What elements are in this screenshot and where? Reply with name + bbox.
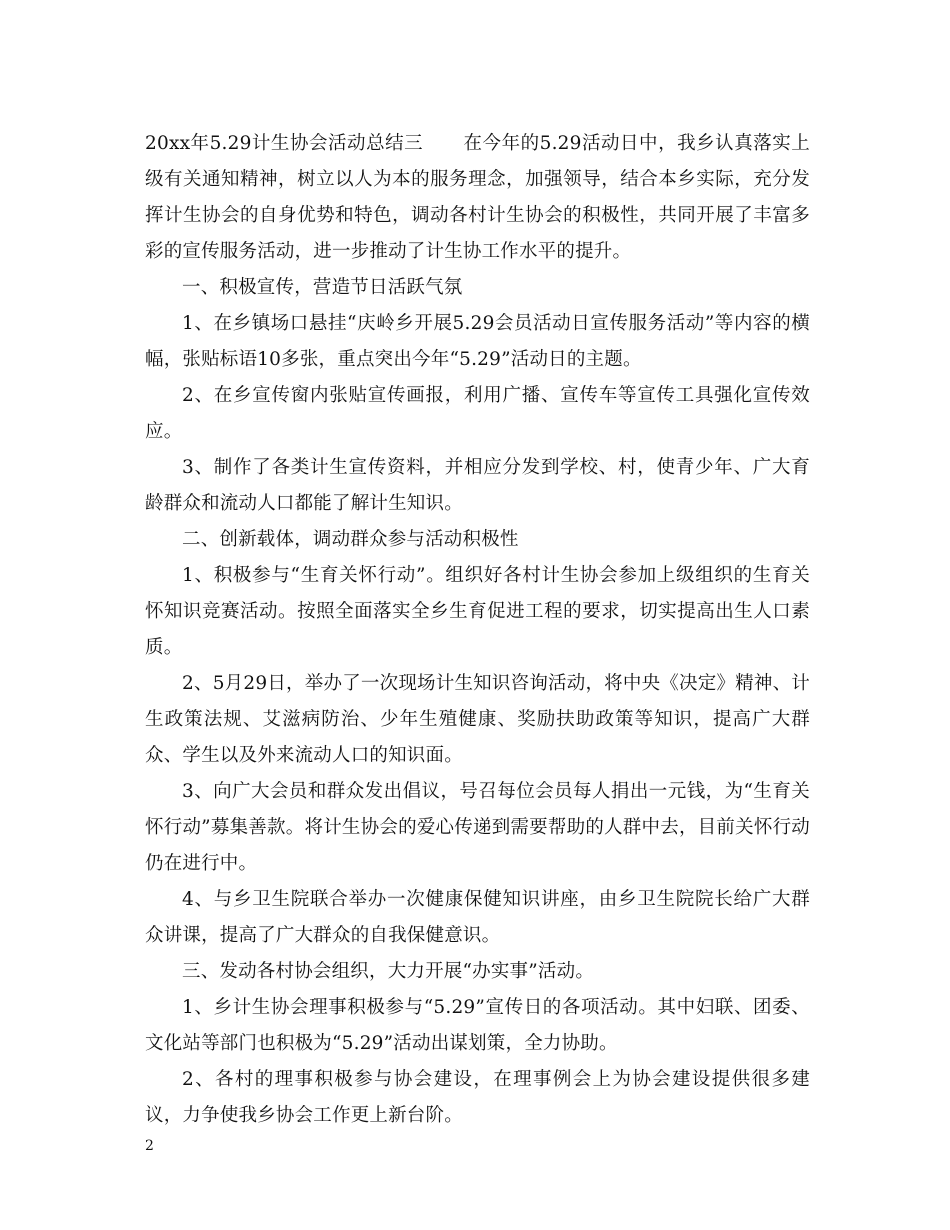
paragraph-1-2: 2、在乡宣传窗内张贴宣传画报，利用广播、宣传车等宣传工具强化宣传效应。 [145, 385, 810, 442]
paragraph-2-3: 3、向广大会员和群众发出倡议，号召每位会员每人捐出一元钱，为“生育关怀行动”募集善款。将计生协会的爱心传递到需要帮助的人群中去，目前关怀行动仍在进行中。 [145, 781, 810, 874]
document-title: 20xx年5.29计生协会活动总结三 [145, 133, 424, 154]
intro-paragraph [145, 126, 810, 270]
section-heading-2: 二、创新载体，调动群众参与活动积极性 [182, 529, 519, 550]
document-body [145, 126, 810, 1134]
paragraph-2-4: 4、与乡卫生院联合举办一次健康保健知识讲座，由乡卫生院院长给广大群众讲课，提高了广大群众的自我保健意识。 [145, 889, 810, 946]
paragraph-1-3: 3、制作了各类计生宣传资料，并相应分发到学校、村，使青少年、广大育龄群众和流动人口都能了解计生知识。 [145, 457, 810, 514]
paragraph-3-2: 2、各村的理事积极参与协会建设，在理事例会上为协会建设提供很多建议，力争使我乡协会工作更上新台阶。 [145, 1069, 810, 1126]
section-heading-3: 三、发动各村协会组织，大力开展“办实事”活动。 [182, 961, 595, 982]
intro-text: 在今年的5.29活动日中，我乡认真落实上级有关通知精神，树立以人为本的服务理念，加强领导，结合本乡实际，充分发挥计生协会的自身优势和特色，调动各村计生协会的积极性，共同开展了丰富多彩的宣传服务活动，进一步推动了计生协工作水平的提升。 [145, 133, 810, 262]
paragraph-3-1: 1、乡计生协会理事积极参与“5.29”宣传日的各项活动。其中妇联、团委、文化站等部门也积极为“5.29”活动出谋划策，全力协助。 [145, 997, 810, 1054]
paragraph-2-1: 1、积极参与“生育关怀行动”。组织好各村计生协会参加上级组织的生育关怀知识竞赛活动。按照全面落实全乡生育促进工程的要求，切实提高出生人口素质。 [145, 565, 810, 658]
paragraph-1-1: 1、在乡镇场口悬挂“庆岭乡开展5.29会员活动日宣传服务活动”等内容的横幅，张贴标语10多张，重点突出今年“5.29”活动日的主题。 [145, 313, 810, 370]
section-heading-1: 一、积极宣传，营造节日活跃气氛 [182, 277, 463, 298]
page-number: 2 [145, 1138, 154, 1154]
paragraph-2-2: 2、5月29日，举办了一次现场计生知识咨询活动，将中央《决定》精神、计生政策法规、艾滋病防治、少年生殖健康、奖励扶助政策等知识，提高广大群众、学生以及外来流动人口的知识面。 [145, 673, 810, 766]
